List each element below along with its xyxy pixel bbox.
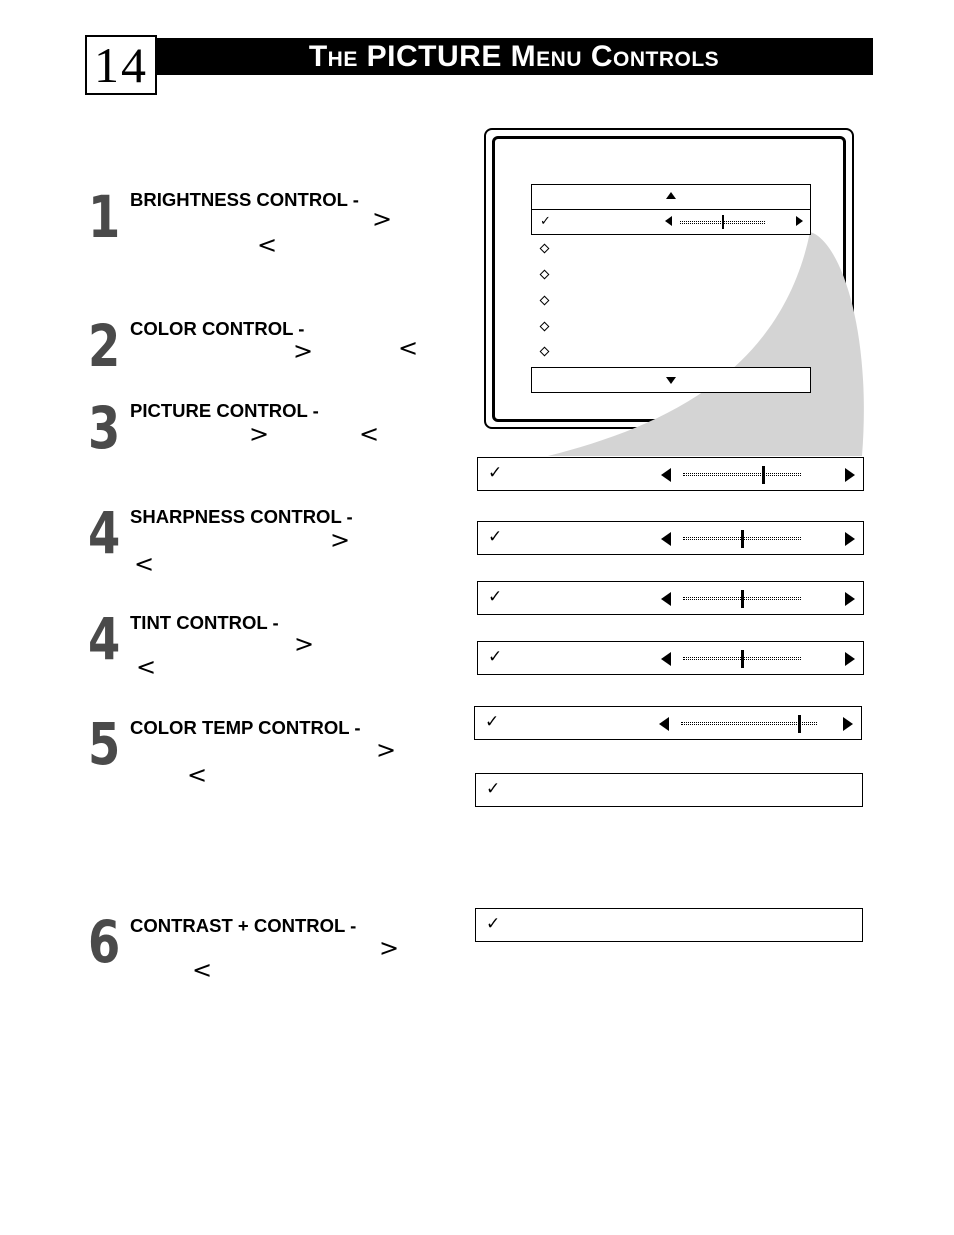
slider-thumb[interactable] [798,715,801,733]
checkmark-icon: ✓ [488,647,503,667]
step-title-brightness: BRIGHTNESS CONTROL - [130,189,359,210]
triangle-right-icon[interactable] [845,652,855,666]
triangle-right-icon [796,216,803,226]
checkmark-icon: ✓ [540,214,551,229]
step-number: 2 [88,312,121,380]
triangle-left-icon[interactable] [661,468,671,482]
control-bar[interactable] [477,457,864,491]
control-bar[interactable] [477,581,864,615]
step-title-contrast-plus: CONTRAST + CONTROL - [130,915,357,936]
control-bar[interactable] [475,908,863,942]
step-title-picture: PICTURE CONTROL - [130,400,319,421]
slider-track [683,473,801,476]
step-number: 5 [88,710,121,778]
checkmark-icon: ✓ [486,779,501,799]
arrow-right-icon: > [294,630,315,658]
triangle-left-icon[interactable] [659,717,669,731]
step-number: 4 [88,605,121,673]
step-number: 3 [88,394,121,462]
arrow-right-icon: > [376,736,397,764]
step-title-color: COLOR CONTROL - [130,318,305,339]
triangle-down-icon [666,377,676,384]
slider-thumb[interactable] [762,466,765,484]
arrow-left-icon: < [187,761,208,789]
triangle-left-icon [665,216,672,226]
checkmark-icon: ✓ [488,587,503,607]
page-number: 14 [85,35,157,95]
arrow-left-icon: < [192,956,213,984]
arrow-left-icon: < [398,334,419,362]
triangle-left-icon[interactable] [661,532,671,546]
triangle-up-icon [666,192,676,199]
slider-thumb[interactable] [741,650,744,668]
page-title: The PICTURE Menu Controls [155,38,873,75]
arrow-right-icon: > [330,526,351,554]
step-title-color-temp: COLOR TEMP CONTROL - [130,717,361,738]
arrow-left-icon: < [257,231,278,259]
control-bar[interactable] [477,521,864,555]
step-number: 1 [88,183,121,251]
triangle-right-icon[interactable] [845,468,855,482]
checkmark-icon: ✓ [488,527,503,547]
arrow-right-icon: > [249,420,270,448]
triangle-right-icon[interactable] [845,592,855,606]
menu-selected-row[interactable] [531,209,811,235]
checkmark-icon: ✓ [488,463,503,483]
slider-track [681,722,817,725]
control-bar[interactable] [475,773,863,807]
arrow-right-icon: > [372,205,393,233]
step-title-tint: TINT CONTROL - [130,612,279,633]
step-title-sharpness: SHARPNESS CONTROL - [130,506,353,527]
control-bar[interactable] [474,706,862,740]
triangle-right-icon[interactable] [845,532,855,546]
triangle-right-icon[interactable] [843,717,853,731]
arrow-left-icon: < [136,653,157,681]
checkmark-icon: ✓ [486,914,501,934]
arrow-right-icon: > [379,934,400,962]
slider-thumb[interactable] [741,530,744,548]
step-number: 4 [88,499,121,567]
arrow-right-icon: > [293,337,314,365]
triangle-left-icon[interactable] [661,592,671,606]
triangle-left-icon[interactable] [661,652,671,666]
checkmark-icon: ✓ [485,712,500,732]
arrow-left-icon: < [134,550,155,578]
menu-scroll-down[interactable] [531,367,811,393]
slider-thumb[interactable] [741,590,744,608]
control-bar[interactable] [477,641,864,675]
step-number: 6 [88,908,121,976]
menu-scroll-up[interactable] [531,184,811,210]
arrow-left-icon: < [359,420,380,448]
slider-thumb[interactable] [722,215,724,229]
